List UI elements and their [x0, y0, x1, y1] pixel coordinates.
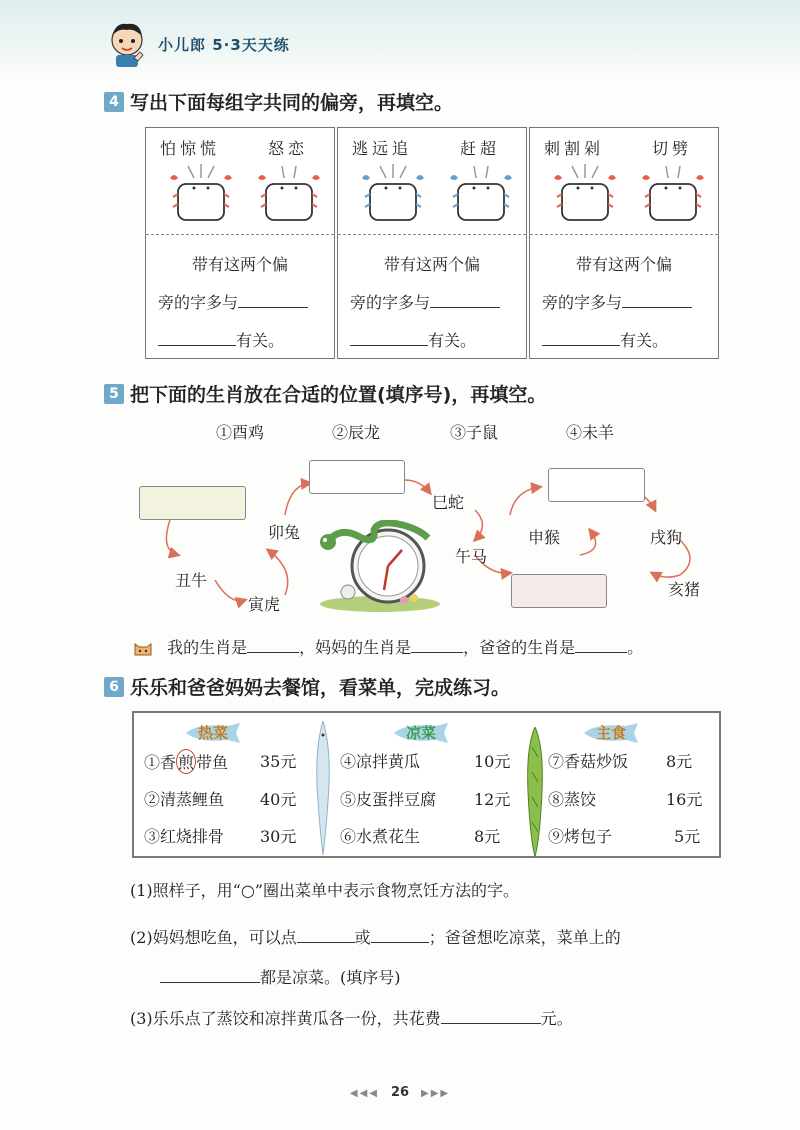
- zodiac-label: 巳蛇: [432, 493, 465, 512]
- sentence-text: 我的生肖是: [167, 638, 248, 657]
- answer-blank[interactable]: [430, 288, 500, 308]
- menu-price: 30元: [260, 827, 297, 846]
- fish-icon: [312, 721, 334, 855]
- answer-box[interactable]: [309, 460, 405, 494]
- section-title: 把下面的生肖放在合适的位置(填序号)，再填空。: [130, 384, 547, 406]
- radical-box: [337, 127, 527, 359]
- menu-item: ②清蒸鲤鱼: [144, 790, 225, 809]
- fill-line-3: [158, 322, 328, 360]
- fill-text: 旁的字多与: [542, 293, 623, 312]
- fill-text: 有关。: [236, 331, 285, 350]
- menu-price: 8元: [666, 752, 693, 771]
- menu-category-label: 凉菜: [405, 724, 436, 742]
- zodiac-label: 申猴: [528, 528, 561, 547]
- fill-text: 旁的字多与: [350, 293, 431, 312]
- zodiac-label: 亥猪: [668, 580, 701, 599]
- answer-blank[interactable]: [247, 633, 299, 653]
- answer-blank[interactable]: [350, 326, 428, 346]
- boy-mascot-icon: [104, 18, 150, 68]
- fill-line-3: [542, 322, 712, 360]
- radical-box: [145, 127, 335, 359]
- crab-answer-box-icon[interactable]: [446, 164, 516, 228]
- answer-box[interactable]: [511, 574, 607, 608]
- radical-box: [529, 127, 719, 359]
- page-footer: [0, 1085, 800, 1100]
- divider: [146, 234, 334, 235]
- char-group: 怒恋: [268, 139, 309, 158]
- crab-answer-box-icon[interactable]: [638, 164, 708, 228]
- section-5-heading: [104, 380, 546, 407]
- section-6-heading: [104, 673, 510, 700]
- restaurant-menu: [132, 711, 721, 858]
- crab-answer-box-icon[interactable]: [166, 164, 236, 228]
- menu-price: 10元: [474, 752, 511, 771]
- section-title: 乐乐和爸爸妈妈去餐馆，看菜单，完成练习。: [130, 677, 511, 699]
- menu-item: ①香 煎 带鱼: [144, 749, 228, 774]
- menu-category-label: 主食: [595, 724, 626, 742]
- answer-blank[interactable]: [441, 1004, 541, 1024]
- section-number-badge: 4: [104, 92, 124, 112]
- question-1: (1)照样子，用“○”圈出菜单中表示食物烹饪方法的字。: [130, 881, 519, 900]
- crab-answer-box-icon[interactable]: [358, 164, 428, 228]
- menu-category-banner: [386, 723, 456, 743]
- menu-item: ⑤皮蛋拌豆腐: [340, 790, 437, 809]
- crab-answer-box-icon[interactable]: [550, 164, 620, 228]
- crab-answer-box-icon[interactable]: [254, 164, 324, 228]
- answer-blank[interactable]: [411, 633, 463, 653]
- menu-price: 12元: [474, 790, 511, 809]
- char-group: 切劈: [652, 139, 693, 158]
- menu-item: ⑧蒸饺: [548, 790, 597, 809]
- page-number: 26: [390, 1085, 410, 1100]
- menu-category-banner: [576, 723, 646, 743]
- fill-line-1: 带有这两个偏: [192, 255, 289, 274]
- menu-item: ⑦香菇炒饭: [548, 752, 629, 771]
- answer-blank[interactable]: [575, 633, 627, 653]
- fill-line-2: [158, 284, 328, 322]
- answer-blank[interactable]: [542, 326, 620, 346]
- zodiac-label: 丑牛: [175, 571, 208, 590]
- divider: [530, 234, 718, 235]
- zodiac-label: 午马: [455, 547, 488, 566]
- cat-icon: [132, 641, 154, 657]
- zodiac-option: ④未羊: [566, 423, 615, 442]
- answer-blank[interactable]: [238, 288, 308, 308]
- menu-item: ④凉拌黄瓜: [340, 752, 421, 771]
- answer-blank[interactable]: [622, 288, 692, 308]
- fill-line-1: 带有这两个偏: [384, 255, 481, 274]
- menu-category-banner: [178, 723, 248, 743]
- char-group: 怕惊慌: [160, 139, 221, 158]
- sentence-text: ，妈妈的生肖是: [299, 638, 412, 657]
- zodiac-label: 卯兔: [268, 523, 301, 542]
- fill-text: 有关。: [620, 331, 669, 350]
- menu-item: ③红烧排骨: [144, 827, 225, 846]
- menu-price: 8元: [474, 827, 501, 846]
- menu-item: ⑨烤包子: [548, 827, 613, 846]
- fill-line-2: [542, 284, 712, 322]
- question-3: (3)乐乐点了蒸饺和凉拌黄瓜各一份，共花费 元。: [130, 1004, 573, 1029]
- sentence-text: 。: [627, 638, 644, 657]
- menu-category-label: 热菜: [197, 724, 228, 742]
- sentence-text: ，爸爸的生肖是: [463, 638, 576, 657]
- zodiac-sentence: [132, 633, 643, 658]
- menu-price: 5元: [674, 827, 701, 846]
- answer-blank[interactable]: [297, 923, 355, 943]
- question-2: (2)妈妈想吃鱼，可以点 或 ；爸爸想吃凉菜，菜单上的: [130, 923, 621, 948]
- question-2-cont: 都是凉菜。(填序号): [160, 963, 401, 988]
- fill-text: 有关。: [428, 331, 477, 350]
- zodiac-label: 戌狗: [650, 528, 683, 547]
- menu-price: 35元: [260, 752, 297, 771]
- menu-price: 40元: [260, 790, 297, 809]
- answer-box[interactable]: [139, 486, 246, 520]
- zodiac-option: ②辰龙: [332, 423, 381, 442]
- zodiac-label: 寅虎: [248, 595, 281, 614]
- char-group: 赶超: [460, 139, 501, 158]
- cucumber-icon: [526, 727, 544, 857]
- fill-line-1: 带有这两个偏: [576, 255, 673, 274]
- clock-snake-illustration-icon: [318, 520, 443, 612]
- brand-title: 小儿郎 5·3天天练: [158, 36, 290, 54]
- zodiac-option: ①酉鸡: [216, 423, 265, 442]
- answer-box[interactable]: [548, 468, 645, 502]
- menu-price: 16元: [666, 790, 703, 809]
- fill-line-2: [350, 284, 520, 322]
- right-arrows-icon: ▶▶▶: [421, 1088, 451, 1099]
- answer-blank[interactable]: [371, 923, 429, 943]
- answer-blank[interactable]: [160, 963, 260, 983]
- answer-blank[interactable]: [158, 326, 236, 346]
- char-group: 逃远追: [352, 139, 413, 158]
- section-number-badge: 6: [104, 677, 124, 697]
- page-header: [0, 0, 800, 80]
- divider: [338, 234, 526, 235]
- left-arrows-icon: ◀◀◀: [349, 1088, 379, 1099]
- zodiac-option: ③子鼠: [450, 423, 499, 442]
- menu-item: ⑥水煮花生: [340, 827, 421, 846]
- circled-char[interactable]: 煎: [176, 749, 196, 774]
- char-group: 刺割剁: [544, 139, 605, 158]
- section-4-heading: [104, 88, 453, 115]
- section-title: 写出下面每组字共同的偏旁，再填空。: [130, 92, 454, 114]
- section-number-badge: 5: [104, 384, 124, 404]
- fill-line-3: [350, 322, 520, 360]
- fill-text: 旁的字多与: [158, 293, 239, 312]
